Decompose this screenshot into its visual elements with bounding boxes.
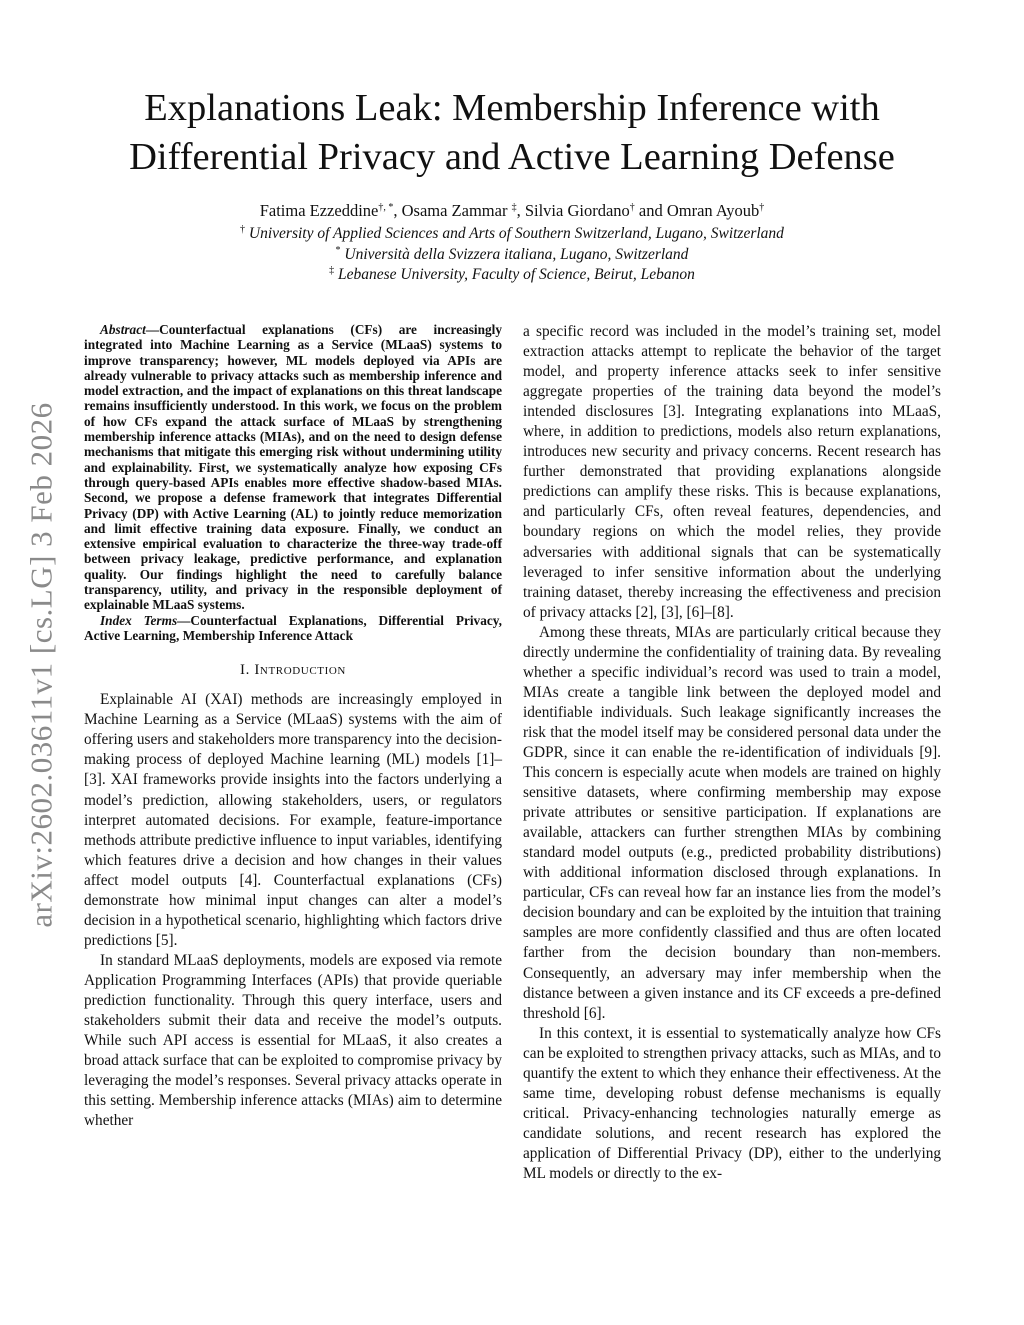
author: Omran Ayoub† bbox=[666, 201, 765, 220]
body-paragraph: In this context, it is essential to systematically analyze how CFs can be exploited to strengthen privacy attacks, such as MIAs, and to quantify the extent to which they enhance their effectiveness. At the same time, developing robust defense mechanisms is equally critical. Privacy-enhancing technologies naturally emerge as candidate solutions, and recent research has explored the application of Differential Privacy (DP), either to the underlying ML models or directly to the ex- bbox=[523, 1024, 941, 1182]
abstract-label: Abstract bbox=[100, 322, 146, 337]
affiliation: ‡ Lebanese University, Faculty of Science, Beirut, Lebanon bbox=[329, 265, 695, 283]
author: Fatima Ezzeddine†, *, bbox=[259, 201, 402, 220]
author-list bbox=[90, 201, 934, 221]
body-paragraph: Among these threats, MIAs are particularly critical because they directly undermine the confidentiality of training data. By revealing whether a specific individual’s record was used to train a model, MIAs create a tangible link between the deployed model and identifiable individuals. Such leakage significantly increases the risk that the model itself may be considered personal data under the GDPR, since it can enable the re-identification of individuals [9]. This concern is especially acute when models are trained on highly sensitive datasets, where confirming membership may expose private attributes or sensitive participation. If explanations are available, attackers can further strengthen MIAs by combining standard model outputs (e.g., predicted probability distributions) with additional information disclosed through explanations. In particular, CFs can reveal how far an instance lies from the model’s decision boundary and can be exploited by the intuition that training samples are more confidently classified and thus are often located farther from the decision boundary than non-members. Consequently, an adversary may infer membership when the distance between a given instance and its CF exceeds a pre-defined threshold [6]. bbox=[523, 623, 942, 1022]
index-terms-label: Index Terms bbox=[100, 612, 178, 628]
body-paragraph: a specific record was included in the model’s training set, model extraction attacks attempt to replicate the behavior of the target model, and property inference attacks seek to infer sensitive aggregate properties of the training data beyond the model’s intended disclosures [3]. Integrating explanations into MLaaS, where, in addition to predictions, models also return explanations, introduces new security and privacy concerns. Recent research has further demonstrated that providing explanations alongside predictions can amplify these risks. This is because explanations, and particularly CFs, often reveal features, dependencies, and boundary regions on which the model relies, they provide adversaries with additional signals that can be systematically leveraged to infer sensitive information about the underlying training dataset, thereby increasing the effectiveness and precision of privacy attacks [2], [3], [6]–[8]. bbox=[523, 323, 941, 621]
left-column bbox=[84, 322, 502, 1131]
right-column bbox=[523, 322, 941, 1184]
section-heading-introduction: I. Introduction bbox=[240, 662, 346, 679]
abstract-text: —Counterfactual explanations (CFs) are increasingly integrated into Machine Learning as a Service (MLaaS) systems to improve transparency; however, ML models deployed via APIs are already vulnerable to privacy attacks such as membership inference and model extraction, and the impact of explanations on this threat landscape remains insufficiently understood. In this work, we focus on the problem of how CFs expand the attack surface of MLaaS by strengthening membership inference attacks (MIAs), and on the need to design defense mechanisms that mitigate this emerging risk without undermining utility and explainability. First, we systematically analyze how exposing CFs through query-based APIs enables more effective shadow-based MIAs. Second, we propose a defense framework that integrates Differential Privacy (DP) with Active Learning (AL) to jointly reduce memorization and limit effective training data exposure. Finally, we conduct an extensive empirical evaluation to characterize the three-way trade-off between privacy leakage, predictive performance, and explanation quality. Our findings highlight the need to carefully balance transparency, utility, and privacy in the responsible deployment of explainable MLaaS systems. bbox=[84, 322, 502, 613]
arxiv-identifier-stamp bbox=[20, 380, 64, 950]
author: Osama Zammar ‡, bbox=[401, 201, 525, 220]
author: Silvia Giordano† and bbox=[524, 201, 667, 220]
affiliation-list bbox=[90, 224, 934, 286]
body-paragraph: Explainable AI (XAI) methods are increasingly employed in Machine Learning as a Service (MLaaS) systems with the aim of offering users and stakeholders more transparency into the decision-making process of deployed Machine learning (ML) models [1]–[3]. XAI frameworks provide insights into the factors underlying a model’s prediction, allowing stakeholders, users, or regulators interpret automated decisions. For example, feature-importance methods attribute predictive influence to input variables, identifying which features drive a decision and how changes in their values affect model outputs [4]. Counterfactual explanations (CFs) demonstrate how minimal input changes can alter a model’s decision in a hypothetical scenario, highlighting which factors drive predictions [5]. bbox=[84, 691, 502, 949]
affiliation: * Università della Svizzera italiana, Lugano, Switzerland bbox=[335, 244, 689, 263]
title-line-1: Explanations Leak: Membership Inference with bbox=[144, 87, 880, 129]
paper-title bbox=[90, 84, 934, 182]
index-terms-text: —Counterfactual Explanations, Differential Privacy, Active Learning, Membership Inference Attack bbox=[84, 612, 502, 643]
abstract bbox=[84, 322, 502, 613]
index-terms bbox=[84, 613, 502, 644]
body-paragraph: In standard MLaaS deployments, models are exposed via remote Application Programming Interfaces (APIs) that provide queriable prediction functionality. Through this query interface, users and stakeholders submit their data and receive the model’s outputs. While such API access is essential for MLaaS, it also creates a broad attack surface that can be exploited to compromise privacy by leveraging the model’s responses. Several privacy attacks operate in this setting. Membership inference attacks (MIAs) aim to determine whether bbox=[84, 951, 502, 1130]
title-line-2: Differential Privacy and Active Learning Defense bbox=[129, 136, 895, 178]
affiliation: † University of Applied Sciences and Arts of Southern Switzerland, Lugano, Switzerland bbox=[240, 224, 784, 242]
arxiv-id-text: arXiv:2602.03611v1 [cs.LG] 3 Feb 2026 bbox=[24, 402, 59, 928]
